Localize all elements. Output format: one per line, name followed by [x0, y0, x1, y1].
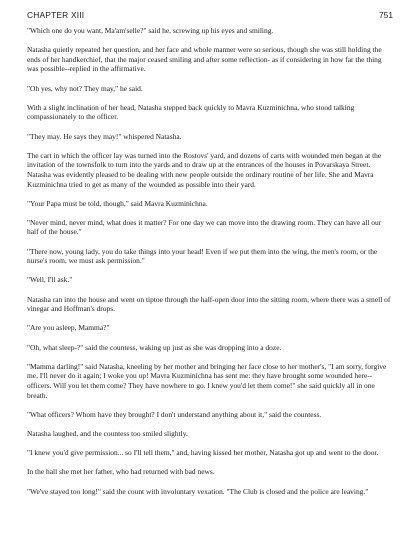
paragraph: "Mamma darling!" said Natasha, kneeling by her mother and bringing her face close to her mother's, "I am sorry, forgive me, I'll never do it again; I woke you up! Mavra Kuzminichna has sent me: they have brought some wounded here--officers. Will you let them come? They have nowhere to go. I knew you'd let them come!" she said quickly all in one breath.: [27, 361, 387, 400]
paragraph: "Well, I'll ask.": [27, 275, 73, 285]
page-header: [27, 10, 393, 24]
paragraph: "I knew you'd give permission... so I'll tell them," and, having kissed her mother, Natasha got up and went to the door.: [27, 448, 379, 458]
paragraph: Natasha laughed, and the countess too smiled slightly.: [27, 428, 188, 438]
paragraph: "There now, young lady, you do take things into your head! Even if we put them into the wing, the men's room, or the nurse's room, we must ask permission.": [27, 246, 378, 266]
paragraph: In the hall she met her father, who had returned with bad news.: [27, 467, 215, 477]
paragraph: The cart in which the officer lay was turned into the Rostovs' yard, and dozens of carts with wounded men began at the invitation of the townsfolk to turn into the yards and to draw up at the entrances of the houses in Povarskaya Street. Natasha was evidently pleased to be dealing with new people outside the ordinary routine of her life. She and Mavra Kuzminichna tried to get as many of the wounded as possible into their yard.: [27, 150, 382, 189]
paragraph: "Your Papa must be told, though," said Mavra Kuzminichna.: [27, 198, 208, 208]
paragraph: "Never mind, never mind, what does it matter? For one day we can move into the drawing room. They can have all our half of the house.": [27, 217, 382, 237]
page-number: 751: [379, 10, 393, 20]
paragraph: With a slight inclination of her head, Natasha stepped back quickly to Mavra Kuzminichna, who stood talking compassionately to the officer.: [27, 102, 355, 122]
paragraph: "We've stayed too long!" said the count with involuntary vexation. "The Club is closed and the police are leaving.": [27, 486, 369, 496]
page-body: [27, 26, 393, 496]
chapter-title: CHAPTER XIII: [27, 10, 85, 20]
paragraph: "They may. He says they may!" whispered Natasha.: [27, 131, 182, 141]
paragraph: Natasha ran into the house and went on tiptoe through the half-open door into the sitting room, where there was a smell of vinegar and Hoffman's drops.: [27, 294, 391, 314]
paragraph: "Oh, what sleep-?" said the countess, waking up just as she was dropping into a doze.: [27, 342, 282, 352]
paragraph: "Are you asleep, Mamma?": [27, 323, 110, 333]
paragraph: "Which one do you want, Ma'am'selle?" said he, screwing up his eyes and smiling.: [27, 26, 274, 35]
paragraph: "Oh yes, why not? They may," he said.: [27, 83, 143, 93]
paragraph: "What officers? Whom have they brought? I don't understand anything about it," said the countess.: [27, 409, 322, 419]
paragraph: Natasha quietly repeated her question, and her face and whole manner were so serious, though she was still holding the ends of her handkerchief, that the major ceased smiling and after some reflection- as if considering in how far the thing was possible--replied in the affirmative.: [27, 45, 382, 74]
